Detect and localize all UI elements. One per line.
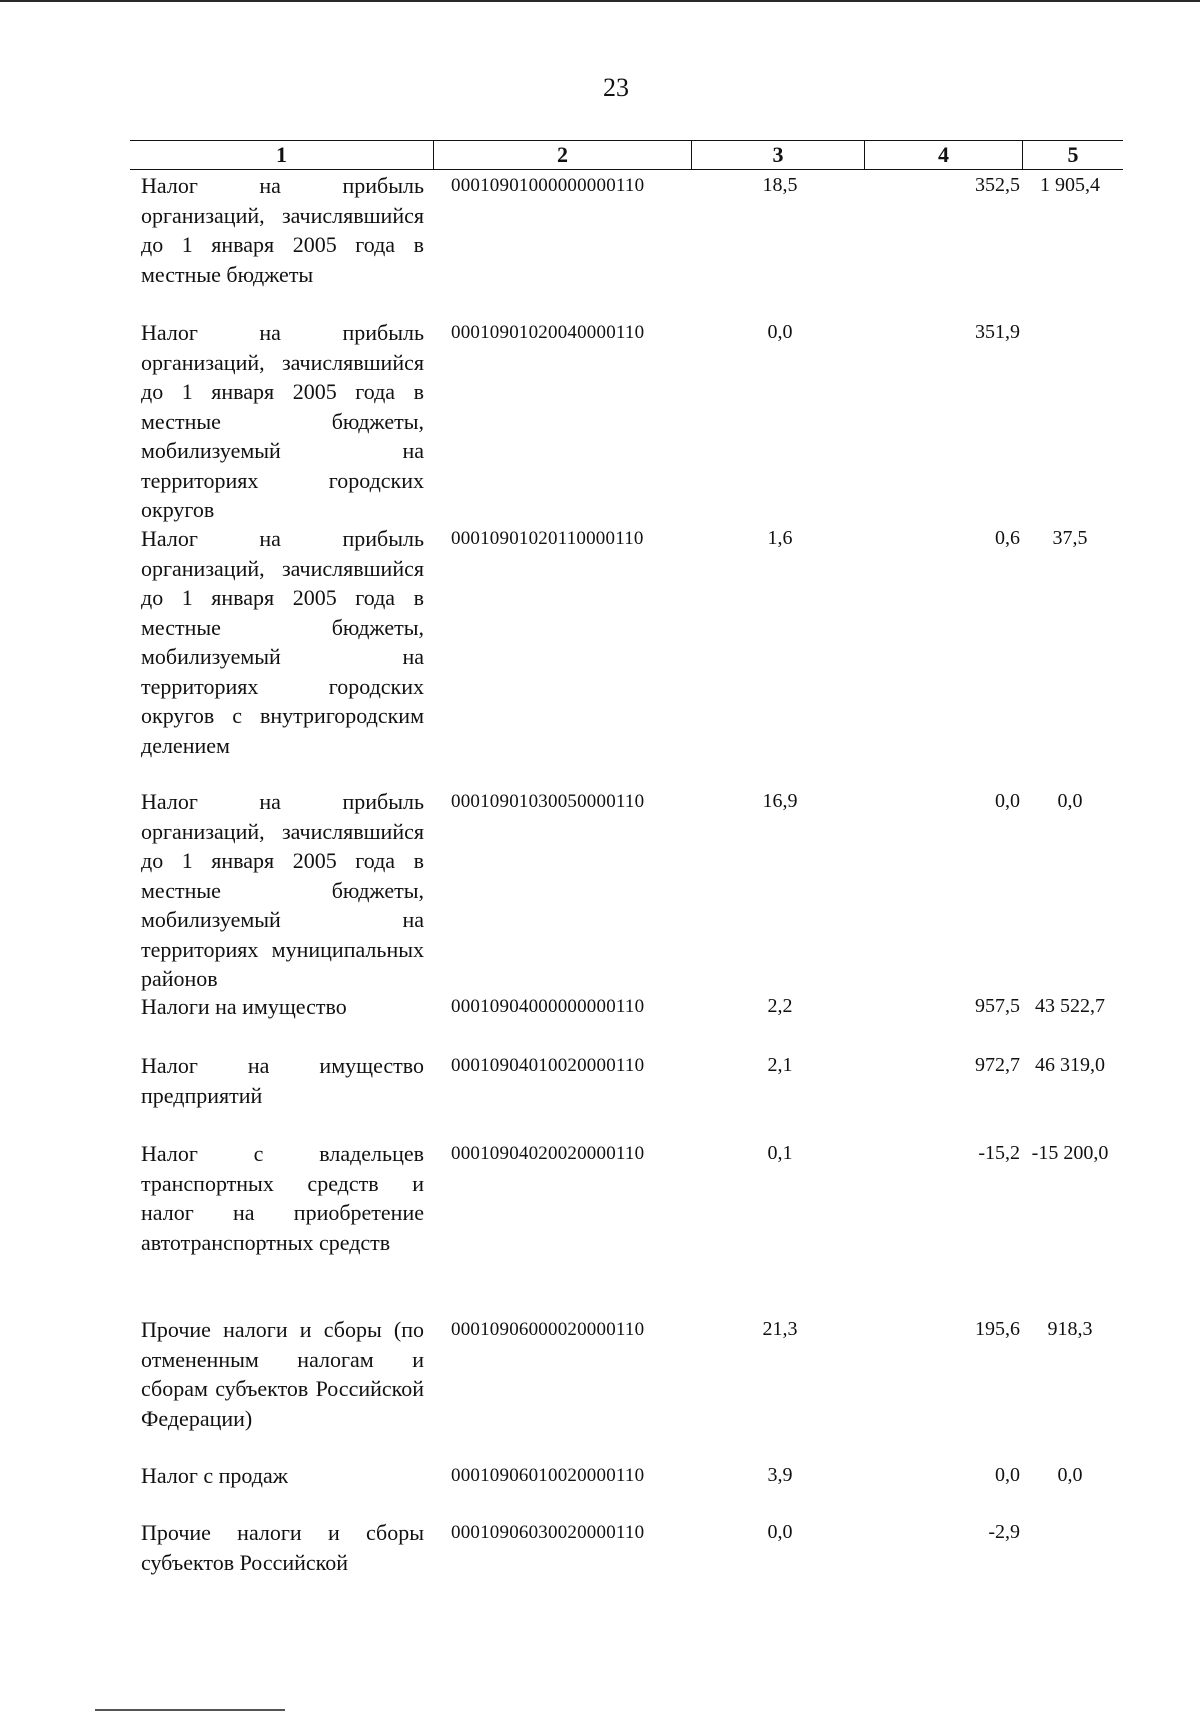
row-col5-value: -15 200,0 — [1031, 1142, 1109, 1164]
row-code: 00010901030050000110 — [451, 791, 645, 812]
row-col3-value: 2,1 — [767, 1054, 793, 1076]
row-col4-value: 0,0 — [995, 1464, 1020, 1486]
row-code: 00010901020040000110 — [451, 322, 645, 343]
scan-edge-bottom — [95, 1709, 285, 1711]
row-col5-value: 46 319,0 — [1035, 1054, 1105, 1076]
row-col5-value: 1 905,4 — [1040, 174, 1100, 196]
row-col4-value: 195,6 — [975, 1318, 1020, 1340]
row-col4-value: 0,0 — [995, 790, 1020, 812]
page-number: 23 — [603, 73, 629, 102]
row-code: 00010901000000000110 — [451, 175, 645, 196]
row-col3-value: 16,9 — [762, 790, 798, 812]
row-col3-value: 0,0 — [767, 321, 793, 343]
row-col3-value: 1,6 — [767, 527, 793, 549]
row-name: Налог на прибыль организаций, зачислявшийся до 1 января 2005 года в местные бюджеты, мобилизуемый на территориях городских округов — [141, 320, 424, 522]
header-bottom-rule — [130, 169, 1123, 170]
row-col3-value: 21,3 — [762, 1318, 798, 1340]
row-col3-value: 0,0 — [767, 1521, 793, 1543]
row-col5-value: 37,5 — [1052, 527, 1088, 549]
header-col-2: 2 — [557, 142, 568, 167]
row-col4-value: -15,2 — [978, 1142, 1020, 1164]
row-code: 00010906010020000110 — [451, 1465, 645, 1486]
header-col-4: 4 — [938, 142, 949, 167]
row-col3-value: 3,9 — [767, 1464, 793, 1486]
row-name: Налог с продаж — [141, 1463, 288, 1488]
header-col-3: 3 — [772, 142, 784, 167]
row-col3-value: 2,2 — [767, 995, 793, 1017]
row-code: 00010906000020000110 — [451, 1319, 645, 1340]
row-code: 00010904000000000110 — [451, 996, 645, 1017]
row-col3-value: 18,5 — [762, 174, 798, 196]
row-col4-value: 957,5 — [975, 995, 1020, 1017]
row-code: 00010904020020000110 — [451, 1143, 645, 1164]
row-col5-value: 0,0 — [1057, 1464, 1083, 1486]
header-col-1: 1 — [276, 142, 287, 167]
row-col5-value: 0,0 — [1057, 790, 1083, 812]
row-col3-value: 0,1 — [767, 1142, 793, 1164]
row-code: 00010904010020000110 — [451, 1055, 645, 1076]
row-col4-value: 972,7 — [975, 1054, 1020, 1076]
header-col-5: 5 — [1067, 142, 1079, 167]
row-col4-value: 352,5 — [975, 174, 1020, 196]
row-name: Налог на прибыль организаций, зачислявшийся до 1 января 2005 года в местные бюджеты, мобилизуемый на территориях муниципальных районов — [141, 789, 424, 991]
scan-edge-top — [0, 0, 1200, 2]
row-col4-value: -2,9 — [988, 1521, 1020, 1543]
row-name: Прочие налоги и сборы (по отмененным налогам и сборам субъектов Российской Федерации) — [141, 1317, 424, 1431]
row-col4-value: 351,9 — [975, 321, 1020, 343]
row-col5-value: 43 522,7 — [1035, 995, 1105, 1017]
row-code: 00010901020110000110 — [451, 528, 644, 549]
row-name: Налог с владельцев транспортных средств и налог на приобретение автотранспортных средств — [141, 1141, 424, 1255]
row-name: Налог на прибыль организаций, зачислявшийся до 1 января 2005 года в местные бюджеты — [141, 173, 424, 287]
row-name: Налог на имущество предприятий — [141, 1053, 424, 1108]
row-col5-value: 918,3 — [1047, 1318, 1093, 1340]
row-name: Налог на прибыль организаций, зачислявшийся до 1 января 2005 года в местные бюджеты, мобилизуемый на территориях городских округов с внутригородским делением — [141, 526, 424, 758]
row-code: 00010906030020000110 — [451, 1522, 645, 1543]
row-name: Прочие налоги и сборы субъектов Российской — [141, 1520, 424, 1575]
row-col4-value: 0,6 — [995, 527, 1020, 549]
row-name: Налоги на имущество — [141, 994, 347, 1019]
